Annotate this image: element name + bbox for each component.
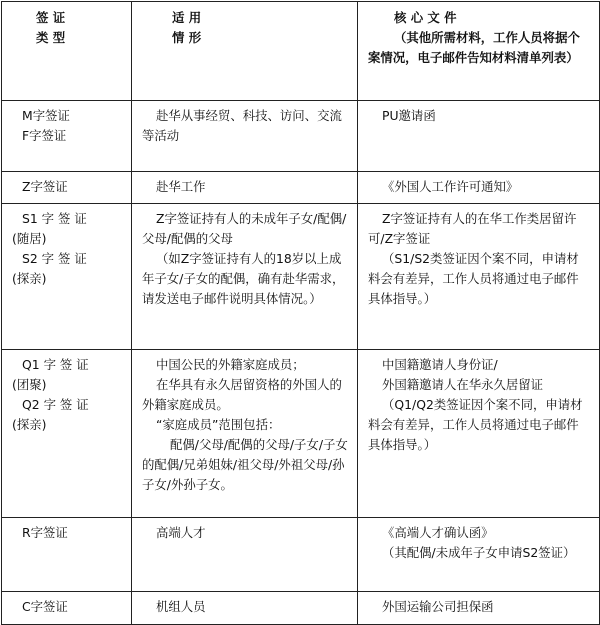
header-type-line: 签 证 (36, 10, 66, 25)
table-row (2, 518, 600, 592)
visa-type-cell (2, 101, 132, 172)
situation-text: 赴华工作 (156, 179, 206, 194)
visa-type-label: (随居) (12, 231, 47, 246)
situation-text: 赴华从事经贸、科技、访问、交流等活动 (142, 108, 342, 143)
situation-note: （如Z字签证持有人的18岁以上成年子女/子女的配偶，确有赴华需求，请发送电子邮件说明具体情况。） (142, 251, 345, 306)
documents-cell (358, 101, 600, 172)
header-situation-line: 情 形 (172, 30, 202, 45)
documents-cell (358, 350, 600, 518)
situation-text: “家庭成员”范围包括： (156, 417, 281, 432)
table-row (2, 172, 600, 204)
visa-type-label: F字签证 (22, 128, 67, 143)
documents-cell (358, 172, 600, 204)
visa-type-cell (2, 204, 132, 350)
table-row (2, 592, 600, 625)
visa-type-cell (2, 350, 132, 518)
table-row (2, 101, 600, 172)
documents-text: 《高端人才确认函》 (382, 525, 494, 540)
documents-text: Z字签证持有人的在华工作类居留许可/Z字签证 (368, 211, 577, 246)
visa-type-label: Q2 字 签 证 (22, 397, 89, 412)
table-row (2, 350, 600, 518)
visa-type-label: M字签证 (22, 108, 70, 123)
documents-text: 中国籍邀请人身份证/ (382, 357, 498, 372)
visa-type-label: R字签证 (22, 525, 68, 540)
visa-type-label: (团聚) (12, 377, 47, 392)
situation-cell (132, 592, 358, 625)
visa-type-label: (探亲) (12, 417, 47, 432)
situation-cell (132, 350, 358, 518)
documents-note: （Q1/Q2类签证因个案不同，申请材料会有差异，工作人员将通过电子邮件具体指导。） (368, 397, 583, 452)
visa-type-label: S1 字 签 证 (22, 211, 87, 226)
documents-note: （其配偶/未成年子女申请S2签证） (382, 545, 576, 560)
situation-text: 机组人员 (156, 599, 206, 614)
header-documents-note: （其他所需材料，工作人员将据个案情况，电子邮件告知材料清单列表） (368, 30, 580, 65)
header-documents-title: 核 心 文 件 (394, 10, 457, 25)
visa-type-cell (2, 518, 132, 592)
situation-text: 配偶/父母/配偶的父母/子女/子女的配偶/兄弟姐妹/祖父母/外祖父母/孙子女/外孙子女。 (142, 437, 348, 492)
header-type (2, 2, 132, 101)
situation-text: 在华具有永久居留资格的外国人的外籍家庭成员。 (142, 377, 342, 412)
situation-cell (132, 101, 358, 172)
table-row (2, 204, 600, 350)
documents-text: 外国籍邀请人在华永久居留证 (382, 377, 544, 392)
situation-cell (132, 204, 358, 350)
documents-text: 《外国人工作许可通知》 (382, 179, 519, 194)
situation-text: 高端人才 (156, 525, 206, 540)
table-header (2, 2, 600, 101)
visa-type-label: C字签证 (22, 599, 68, 614)
visa-type-label: (探亲) (12, 271, 47, 286)
visa-type-table (1, 1, 600, 625)
documents-cell (358, 204, 600, 350)
situation-cell (132, 518, 358, 592)
visa-type-label: S2 字 签 证 (22, 251, 87, 266)
documents-cell (358, 518, 600, 592)
documents-cell (358, 592, 600, 625)
visa-type-cell (2, 172, 132, 204)
header-situation-line: 适 用 (172, 10, 202, 25)
header-documents (358, 2, 600, 101)
documents-text: PU邀请函 (382, 108, 436, 123)
documents-note: （S1/S2类签证因个案不同，申请材料会有差异，工作人员将通过电子邮件具体指导。） (368, 251, 579, 306)
header-type-line: 类 型 (36, 30, 66, 45)
visa-type-cell (2, 592, 132, 625)
visa-type-label: Z字签证 (22, 179, 68, 194)
situation-text: Z字签证持有人的未成年子女/配偶/父母/配偶的父母 (142, 211, 347, 246)
situation-cell (132, 172, 358, 204)
documents-text: 外国运输公司担保函 (382, 599, 494, 614)
situation-text: 中国公民的外籍家庭成员； (156, 357, 305, 372)
visa-type-label: Q1 字 签 证 (22, 357, 89, 372)
header-situation (132, 2, 358, 101)
